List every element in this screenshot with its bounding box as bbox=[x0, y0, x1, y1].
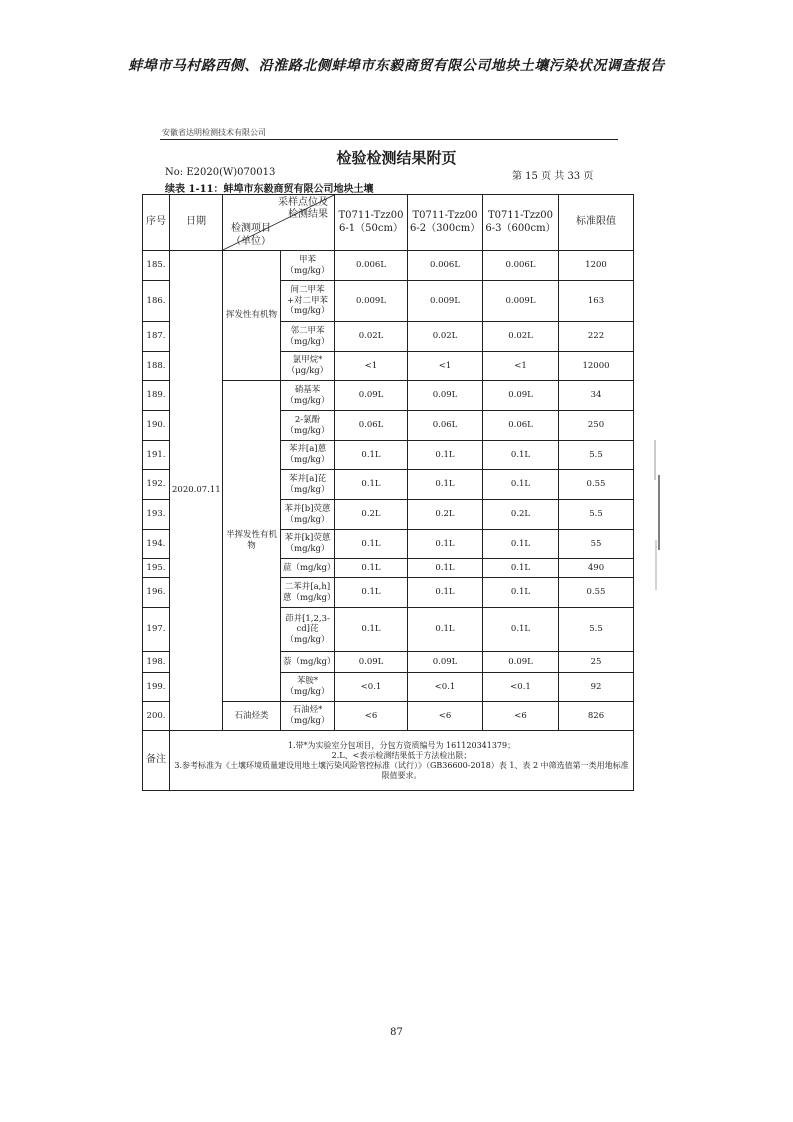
sample-3-value: 0.09L bbox=[483, 652, 559, 673]
limit-value: 163 bbox=[559, 281, 634, 322]
sample-2-value: <1 bbox=[408, 352, 483, 381]
sample-1-value: <1 bbox=[335, 352, 408, 381]
category-petroleum: 石油烃类 bbox=[223, 702, 281, 731]
sample-2-value: 0.1L bbox=[408, 578, 483, 608]
sample-2-value: 0.009L bbox=[408, 281, 483, 322]
row-index: 191. bbox=[143, 441, 170, 470]
row-index: 197. bbox=[143, 608, 170, 652]
date-header: 日期 bbox=[170, 195, 223, 251]
limit-value: 92 bbox=[559, 673, 634, 702]
sample-3-value: <6 bbox=[483, 702, 559, 731]
test-item: 䓛（mg/kg） bbox=[281, 559, 335, 578]
sampling-point-label: 采样点位及 检测结果 bbox=[278, 197, 328, 220]
report-number: No: E2020(W)070013 bbox=[165, 167, 276, 178]
sample-1-value: 0.1L bbox=[335, 441, 408, 470]
sample-1-value: 0.06L bbox=[335, 411, 408, 441]
sample-1-value: 0.09L bbox=[335, 652, 408, 673]
sample-2-value: 0.06L bbox=[408, 411, 483, 441]
sample-2-value: 0.1L bbox=[408, 559, 483, 578]
test-item: 苯并[b]荧蒽（mg/kg） bbox=[281, 500, 335, 530]
test-item: 苯胺*（mg/kg） bbox=[281, 673, 335, 702]
row-index: 193. bbox=[143, 500, 170, 530]
test-item: 二苯并[a,h]蒽（mg/kg） bbox=[281, 578, 335, 608]
test-item: 间二甲苯+对二甲苯（mg/kg） bbox=[281, 281, 335, 322]
sample-2-header: T0711-Tzz00 6-2（300cm） bbox=[408, 195, 483, 251]
row-index: 188. bbox=[143, 352, 170, 381]
sample-3-value: 0.06L bbox=[483, 411, 559, 441]
sample-2-value: 0.2L bbox=[408, 500, 483, 530]
sample-2-value: 0.1L bbox=[408, 470, 483, 500]
limit-value: 5.5 bbox=[559, 500, 634, 530]
test-item: 石油烃*（mg/kg） bbox=[281, 702, 335, 731]
category-volatile: 挥发性有机物 bbox=[223, 251, 281, 381]
seq-header: 序号 bbox=[143, 195, 170, 251]
row-index: 199. bbox=[143, 673, 170, 702]
row-index: 192. bbox=[143, 470, 170, 500]
row-index: 189. bbox=[143, 381, 170, 411]
sample-1-value: 0.009L bbox=[335, 281, 408, 322]
limit-value: 826 bbox=[559, 702, 634, 731]
test-item: 苯并[k]荧蒽（mg/kg） bbox=[281, 530, 335, 559]
results-table bbox=[142, 194, 634, 791]
note-1: 1.带*为实验室分包项目，分包方资质编号为 161120341379； bbox=[287, 740, 516, 750]
header-divider bbox=[160, 139, 618, 140]
limit-value: 1200 bbox=[559, 251, 634, 281]
limit-value: 12000 bbox=[559, 352, 634, 381]
sample-3-value: 0.2L bbox=[483, 500, 559, 530]
scan-artifact bbox=[651, 440, 665, 590]
sample-1-value: 0.006L bbox=[335, 251, 408, 281]
notes-row bbox=[143, 731, 634, 791]
sampling-date: 2020.07.11 bbox=[170, 251, 223, 731]
row-index: 186. bbox=[143, 281, 170, 322]
diagonal-header bbox=[223, 195, 335, 251]
table-row bbox=[143, 251, 634, 281]
row-index: 198. bbox=[143, 652, 170, 673]
sample-3-value: 0.009L bbox=[483, 281, 559, 322]
test-item: 氯甲烷*（μg/kg） bbox=[281, 352, 335, 381]
company-name: 安徽省达明检测技术有限公司 bbox=[162, 128, 266, 137]
notes-label: 备注 bbox=[143, 731, 170, 791]
test-item: 硝基苯（mg/kg） bbox=[281, 381, 335, 411]
test-item: 茚并[1,2,3-cd]芘（mg/kg） bbox=[281, 608, 335, 652]
sample-2-value: <0.1 bbox=[408, 673, 483, 702]
row-index: 196. bbox=[143, 578, 170, 608]
sample-2-value: <6 bbox=[408, 702, 483, 731]
note-2: 2.L、<表示检测结果低于方法检出限； bbox=[331, 750, 472, 760]
test-item: 邻二甲苯（mg/kg） bbox=[281, 322, 335, 352]
test-item: 甲苯（mg/kg） bbox=[281, 251, 335, 281]
sample-2-value: 0.006L bbox=[408, 251, 483, 281]
sample-2-value: 0.02L bbox=[408, 322, 483, 352]
page-number: 87 bbox=[390, 1027, 403, 1038]
limit-value: 25 bbox=[559, 652, 634, 673]
sample-1-value: 0.09L bbox=[335, 381, 408, 411]
table-header-row bbox=[143, 195, 634, 251]
sample-3-value: 0.1L bbox=[483, 559, 559, 578]
document-title: 检验检测结果附页 bbox=[336, 149, 457, 167]
sample-3-value: <1 bbox=[483, 352, 559, 381]
limit-value: 5.5 bbox=[559, 441, 634, 470]
sample-1-header: T0711-Tzz00 6-1（50cm） bbox=[335, 195, 408, 251]
page-count: 第 15 页 共 33 页 bbox=[512, 171, 594, 182]
test-item: 苯并[a]芘（mg/kg） bbox=[281, 470, 335, 500]
sample-1-value: <0.1 bbox=[335, 673, 408, 702]
test-item-label: 检测项目 （单位） bbox=[231, 223, 271, 247]
sample-3-value: 0.09L bbox=[483, 381, 559, 411]
test-item: 2-氯酚（mg/kg） bbox=[281, 411, 335, 441]
notes-content bbox=[170, 731, 634, 791]
row-index: 190. bbox=[143, 411, 170, 441]
sample-3-value: 0.1L bbox=[483, 578, 559, 608]
sample-3-value: 0.006L bbox=[483, 251, 559, 281]
sample-1-value: 0.2L bbox=[335, 500, 408, 530]
test-item: 萘（mg/kg） bbox=[281, 652, 335, 673]
limit-value: 222 bbox=[559, 322, 634, 352]
report-header: 蚌埠市马村路西侧、沿淮路北侧蚌埠市东毅商贸有限公司地块土壤污染状况调查报告 bbox=[128, 58, 665, 74]
sample-1-value: 0.1L bbox=[335, 530, 408, 559]
sample-2-value: 0.09L bbox=[408, 381, 483, 411]
sample-2-value: 0.09L bbox=[408, 652, 483, 673]
category-semivolatile: 半挥发性有机物 bbox=[223, 381, 281, 702]
limit-value: 5.5 bbox=[559, 608, 634, 652]
row-index: 187. bbox=[143, 322, 170, 352]
limit-header: 标准限值 bbox=[559, 195, 634, 251]
row-index: 195. bbox=[143, 559, 170, 578]
sample-1-value: 0.1L bbox=[335, 470, 408, 500]
sample-2-value: 0.1L bbox=[408, 530, 483, 559]
sample-3-value: 0.1L bbox=[483, 608, 559, 652]
limit-value: 34 bbox=[559, 381, 634, 411]
sample-3-value: 0.02L bbox=[483, 322, 559, 352]
sample-2-value: 0.1L bbox=[408, 608, 483, 652]
sample-1-value: 0.1L bbox=[335, 608, 408, 652]
limit-value: 55 bbox=[559, 530, 634, 559]
sample-3-value: 0.1L bbox=[483, 470, 559, 500]
note-3: 3.参考标准为《土壤环境质量建设用地土壤污染风险管控标准（试行）》（GB36600-2018）表 1、表 2 中筛选值第一类用地标准限值要求。 bbox=[174, 760, 629, 780]
row-index: 200. bbox=[143, 702, 170, 731]
table-title: 续表 1-11：蚌埠市东毅商贸有限公司地块土壤 bbox=[165, 184, 374, 195]
limit-value: 250 bbox=[559, 411, 634, 441]
sample-3-value: <0.1 bbox=[483, 673, 559, 702]
limit-value: 490 bbox=[559, 559, 634, 578]
sample-1-value: 0.02L bbox=[335, 322, 408, 352]
limit-value: 0.55 bbox=[559, 578, 634, 608]
sample-3-header: T0711-Tzz00 6-3（600cm） bbox=[483, 195, 559, 251]
sample-1-value: 0.1L bbox=[335, 559, 408, 578]
row-index: 194. bbox=[143, 530, 170, 559]
test-item: 苯并[a]蒽（mg/kg） bbox=[281, 441, 335, 470]
sample-3-value: 0.1L bbox=[483, 530, 559, 559]
sample-3-value: 0.1L bbox=[483, 441, 559, 470]
sample-2-value: 0.1L bbox=[408, 441, 483, 470]
limit-value: 0.55 bbox=[559, 470, 634, 500]
sample-1-value: <6 bbox=[335, 702, 408, 731]
sample-1-value: 0.1L bbox=[335, 578, 408, 608]
row-index: 185. bbox=[143, 251, 170, 281]
